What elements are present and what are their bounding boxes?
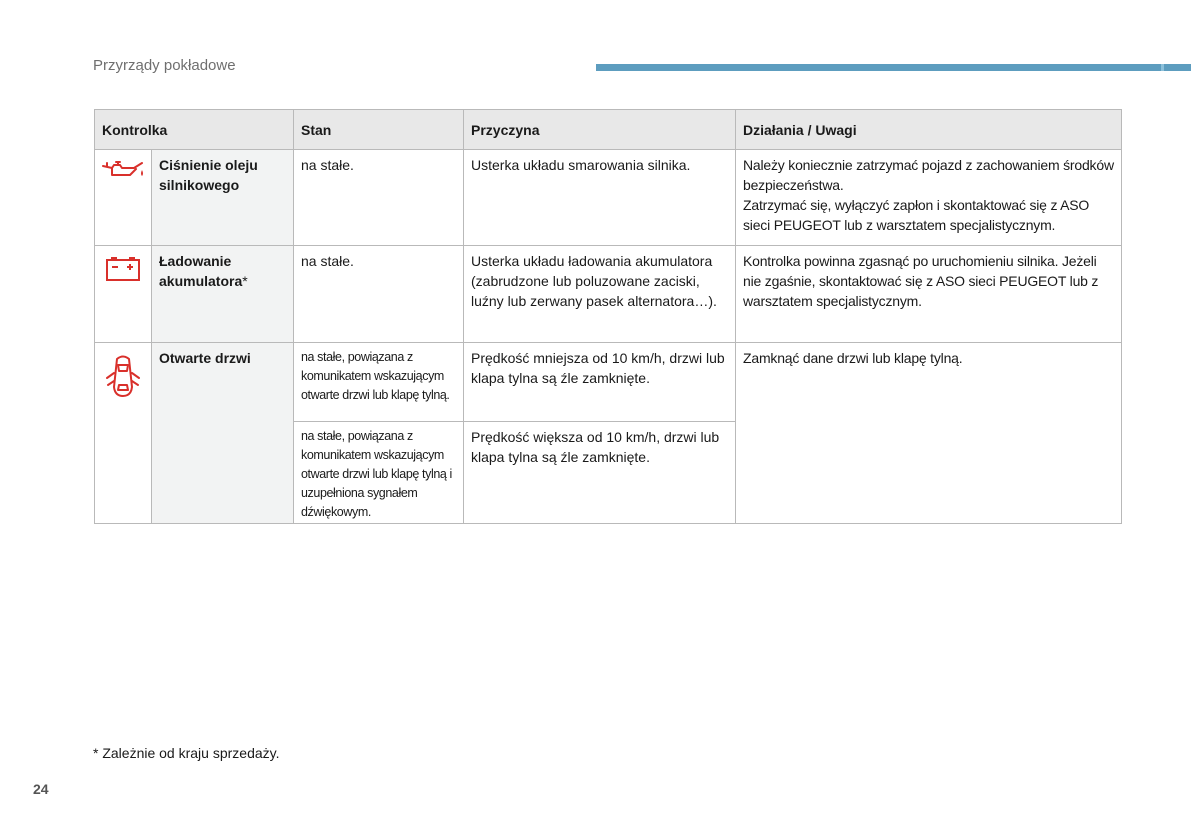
section-title: Przyrządy pokładowe: [93, 57, 236, 74]
oil-pressure-icon: [95, 158, 151, 184]
warning-name-oil: Ciśnienie oleju silnikowego: [152, 150, 294, 246]
column-header-dzialania: Działania / Uwagi: [736, 110, 1122, 150]
cause-oil: Usterka układu smarowania silnika.: [464, 150, 736, 246]
action-line: Zatrzymać się, wyłączyć zapłon i skontaktować się z ASO sieci PEUGEOT lub z warsztatem specjalistycznym.: [743, 197, 1090, 233]
state-oil: na stałe.: [294, 150, 464, 246]
actions-door: Zamknąć dane drzwi lub klapę tylną.: [736, 343, 1122, 524]
door-open-icon: [95, 351, 151, 401]
page-number: 24: [33, 781, 49, 797]
state-door-1: na stałe, powiązana z komunikatem wskazującym otwarte drzwi lub klapę tylną.: [294, 343, 464, 422]
column-header-stan: Stan: [294, 110, 464, 150]
warning-lights-table: [94, 109, 1122, 524]
state-battery: na stałe.: [294, 246, 464, 343]
warning-name-battery: [152, 246, 294, 343]
cause-door-1: Prędkość mniejsza od 10 km/h, drzwi lub klapa tylna są źle zamknięte.: [464, 343, 736, 422]
column-header-przyczyna: Przyczyna: [464, 110, 736, 150]
warning-name-door: Otwarte drzwi: [152, 343, 294, 524]
icon-cell: [95, 150, 152, 246]
table-row: [95, 246, 1122, 343]
warning-name-battery-text: Ładowanie akumulatora: [159, 253, 243, 289]
table-header-row: [95, 110, 1122, 150]
table-row: [95, 150, 1122, 246]
action-line: Należy koniecznie zatrzymać pojazd z zachowaniem środków bezpieczeństwa.: [743, 157, 1114, 193]
header-accent-bar-segment: [1161, 64, 1164, 71]
icon-cell: [95, 246, 152, 343]
footnote: * Zależnie od kraju sprzedaży.: [93, 745, 280, 761]
header-accent-bar: [596, 64, 1191, 71]
cause-battery: Usterka układu ładowania akumulatora (zabrudzone lub poluzowane zaciski, luźny lub zerwany pasek alternatora…).: [464, 246, 736, 343]
actions-battery: Kontrolka powinna zgasnąć po uruchomieniu silnika. Jeżeli nie zgaśnie, skontaktować się z ASO sieci PEUGEOT lub z warsztatem specjalistycznym.: [736, 246, 1122, 343]
asterisk-mark: *: [242, 273, 248, 289]
actions-oil: [736, 150, 1122, 246]
battery-icon: [95, 254, 151, 284]
table-row: [95, 343, 1122, 422]
state-door-2: na stałe, powiązana z komunikatem wskazującym otwarte drzwi lub klapę tylną i uzupełniona sygnałem dźwiękowym.: [294, 422, 464, 524]
cause-door-2: Prędkość większa od 10 km/h, drzwi lub klapa tylna są źle zamknięte.: [464, 422, 736, 524]
icon-cell: [95, 343, 152, 524]
column-header-kontrolka: Kontrolka: [95, 110, 294, 150]
